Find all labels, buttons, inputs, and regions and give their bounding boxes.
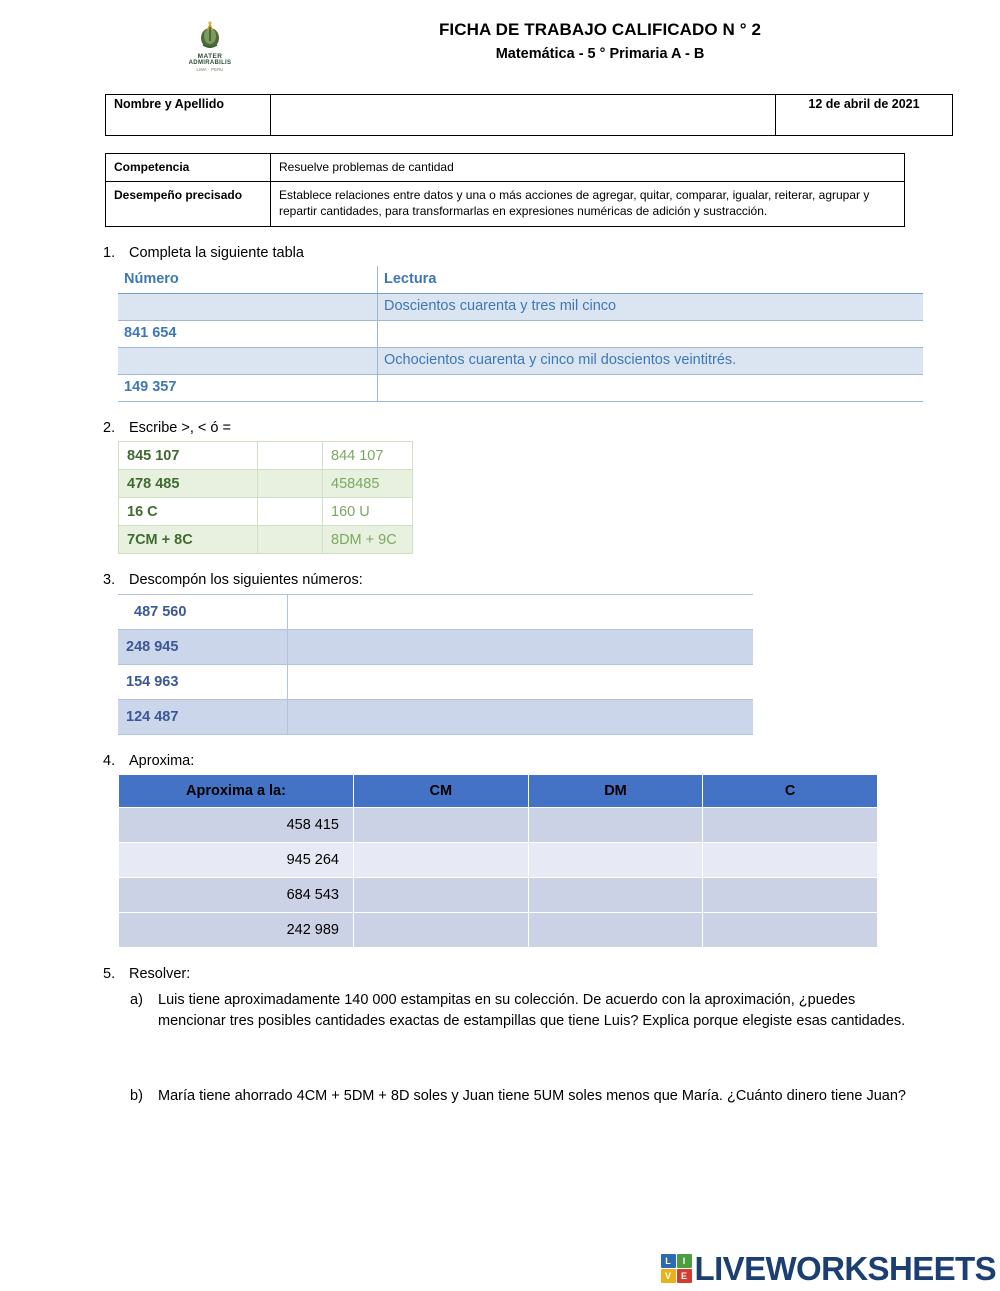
exercise-5-prompt: Resolver: — [129, 966, 191, 983]
exercise-2-number: 2. — [103, 419, 116, 436]
exercise-5-heading — [0, 966, 1000, 983]
competencia-value: Resuelve problemas de cantidad — [271, 154, 905, 182]
student-info-table — [105, 94, 953, 136]
exercise-5-item-a — [0, 990, 1000, 1033]
table-row — [118, 347, 923, 374]
approx-c-input[interactable] — [703, 843, 877, 877]
table-row — [119, 878, 877, 912]
table-row — [119, 498, 413, 526]
approx-dm-input[interactable] — [529, 808, 703, 842]
exercise-2-prompt: Escribe >, < ó = — [129, 419, 231, 436]
exercise-4-prompt: Aproxima: — [129, 752, 195, 769]
exercise-3-heading — [0, 572, 1000, 589]
decompose-number: 124 487 — [118, 699, 288, 734]
approx-number: 242 989 — [119, 913, 353, 947]
table-row — [118, 664, 753, 699]
compare-answer-input[interactable] — [258, 442, 323, 470]
col-header-dm: DM — [529, 775, 703, 807]
approx-number: 684 543 — [119, 878, 353, 912]
approx-c-input[interactable] — [703, 913, 877, 947]
table-header-row — [118, 266, 923, 294]
table-row — [119, 808, 877, 842]
compare-right: 160 U — [323, 498, 413, 526]
col-header-c: C — [703, 775, 877, 807]
approx-number: 945 264 — [119, 843, 353, 877]
col-header-numero: Número — [118, 266, 378, 294]
lectura-value: Doscientos cuarenta y tres mil cinco — [378, 293, 924, 320]
numero-input[interactable] — [118, 347, 378, 374]
logo-line-2: ADMIRABILIS — [188, 60, 232, 66]
compare-answer-input[interactable] — [258, 470, 323, 498]
competencia-table — [105, 153, 905, 227]
liveworksheets-wordmark: LIVEWORKSHEETS — [694, 1250, 996, 1287]
exercise-1-number: 1. — [103, 244, 116, 261]
liveworksheets-logo — [661, 1252, 996, 1285]
exercise-5-item-b — [0, 1086, 1000, 1107]
liveworksheets-tiles — [661, 1254, 692, 1283]
logo-tile-v: V — [661, 1269, 676, 1283]
approx-c-input[interactable] — [703, 878, 877, 912]
logo-tile-i: I — [677, 1254, 692, 1268]
exercise-4-table — [118, 774, 878, 948]
approx-number: 458 415 — [119, 808, 353, 842]
col-header-aproxima: Aproxima a la: — [119, 775, 353, 807]
decompose-number: 154 963 — [118, 664, 288, 699]
competencia-key: Competencia — [106, 154, 271, 182]
approx-c-input[interactable] — [703, 808, 877, 842]
table-row — [119, 913, 877, 947]
table-row — [118, 699, 753, 734]
decompose-number: 487 560 — [118, 594, 288, 629]
exercise-3-prompt: Descompón los siguientes números: — [129, 572, 363, 589]
lectura-input[interactable] — [378, 374, 924, 401]
table-row — [119, 526, 413, 554]
decompose-answer-input[interactable] — [288, 629, 754, 664]
exercise-1-prompt: Completa la siguiente tabla — [129, 244, 304, 261]
approx-dm-input[interactable] — [529, 878, 703, 912]
numero-value: 149 357 — [118, 374, 378, 401]
table-row — [106, 95, 953, 136]
numero-input[interactable] — [118, 293, 378, 320]
approx-cm-input[interactable] — [354, 913, 528, 947]
exercise-3-number: 3. — [103, 572, 116, 589]
exercise-5-number: 5. — [103, 966, 116, 983]
approx-cm-input[interactable] — [354, 843, 528, 877]
table-row — [119, 442, 413, 470]
logo-tile-e: E — [677, 1269, 692, 1283]
exercise-4-heading — [0, 753, 1000, 770]
table-header-row — [119, 775, 877, 807]
decompose-answer-input[interactable] — [288, 594, 754, 629]
lectura-input[interactable] — [378, 320, 924, 347]
page-header — [0, 0, 1000, 72]
lectura-value: Ochocientos cuarenta y cinco mil doscientos veintitrés. — [378, 347, 924, 374]
table-row — [118, 293, 923, 320]
compare-left: 7CM + 8C — [119, 526, 258, 554]
decompose-number: 248 945 — [118, 629, 288, 664]
item-a-text: Luis tiene aproximadamente 140 000 estampitas en su colección. De acuerdo con la aproximación, ¿puedes mencionar tres posibles cantidades exactas de estampillas que tiene Luis? Explica porque elegiste esas cantidades. — [158, 991, 906, 1029]
compare-left: 478 485 — [119, 470, 258, 498]
exercise-2-table — [118, 441, 413, 554]
compare-right: 458485 — [323, 470, 413, 498]
compare-answer-input[interactable] — [258, 498, 323, 526]
table-row — [118, 374, 923, 401]
exercise-1-heading — [0, 245, 1000, 262]
name-label: Nombre y Apellido — [106, 95, 271, 136]
exercise-1-table — [118, 266, 923, 402]
exercise-4-number: 4. — [103, 752, 116, 769]
title-block — [197, 14, 1000, 62]
approx-cm-input[interactable] — [354, 808, 528, 842]
logo-line-1: MATER — [197, 53, 223, 60]
table-row — [106, 182, 905, 226]
table-row — [119, 843, 877, 877]
name-input-field[interactable] — [271, 95, 776, 136]
approx-cm-input[interactable] — [354, 878, 528, 912]
exercise-2-heading — [0, 420, 1000, 437]
item-b-label: b) — [130, 1088, 143, 1105]
decompose-answer-input[interactable] — [288, 664, 754, 699]
table-row — [118, 320, 923, 347]
compare-left: 845 107 — [119, 442, 258, 470]
col-header-lectura: Lectura — [378, 266, 924, 294]
page-subtitle: Matemática - 5 ° Primaria A - B — [495, 46, 705, 62]
item-b-text: María tiene ahorrado 4CM + 5DM + 8D soles y Juan tiene 5UM soles menos que María. ¿Cuánto dinero tiene Juan? — [158, 1088, 906, 1105]
table-row — [106, 154, 905, 182]
logo-line-3: LIMA · PERU — [196, 67, 224, 72]
desempeno-value: Establece relaciones entre datos y una o más acciones de agregar, quitar, comparar, igualar, reiterar, agrupar y repartir cantidades, para transformarlas en expresiones numéricas de adición y sustracción. — [271, 182, 905, 226]
page-title: FICHA DE TRABAJO CALIFICADO N ° 2 — [438, 20, 762, 39]
table-row — [119, 470, 413, 498]
approx-dm-input[interactable] — [529, 843, 703, 877]
compare-right: 8DM + 9C — [323, 526, 413, 554]
compare-right: 844 107 — [323, 442, 413, 470]
decompose-answer-input[interactable] — [288, 699, 754, 734]
answer-space-a[interactable] — [0, 1032, 1000, 1080]
col-header-cm: CM — [354, 775, 528, 807]
table-row — [118, 594, 753, 629]
item-a-label: a) — [130, 991, 143, 1008]
numero-value: 841 654 — [118, 320, 378, 347]
desempeno-key: Desempeño precisado — [106, 182, 271, 226]
date-value: 12 de abril de 2021 — [776, 95, 953, 136]
exercise-3-table — [118, 594, 753, 735]
compare-answer-input[interactable] — [258, 526, 323, 554]
approx-dm-input[interactable] — [529, 913, 703, 947]
compare-left: 16 C — [119, 498, 258, 526]
logo-tile-l: L — [661, 1254, 676, 1268]
table-row — [118, 629, 753, 664]
